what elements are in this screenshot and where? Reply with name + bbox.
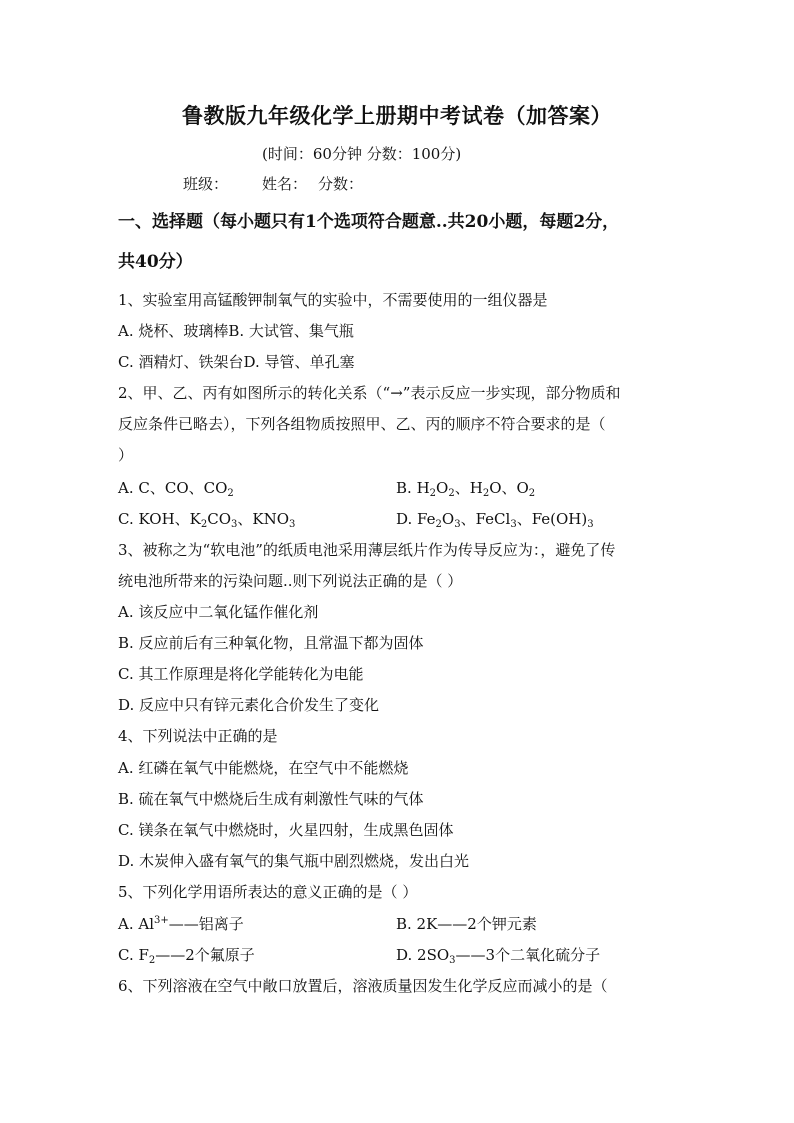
question-3-option-a: A. 该反应中二氧化锰作催化剂	[118, 603, 319, 621]
question-2-option-c: C. KOH、$K_2CO_3$、$KNO_3$	[118, 510, 296, 530]
question-2-stem-line3: ）	[118, 446, 134, 464]
question-5-option-d: D. $2SO_3——3$个二氧化硫分子	[396, 946, 601, 966]
question-2-option-b: B. $H_2O_2$、$H_2O$、$O_2$	[396, 479, 536, 499]
name-label: 姓名：	[262, 175, 308, 193]
question-3-stem-line1: 3、被称之为“软电池”的纸质电池采用薄层纸片作为传导反应为：，避免了传	[118, 541, 616, 559]
question-2-option-d: D. $Fe_2O_3$、FeCl$_3$、$Fe(OH)_3$	[396, 510, 594, 530]
question-5-option-a: A. $Al^{3+}——$铝离子	[118, 915, 244, 933]
question-6-stem: 6、下列溶液在空气中敞口放置后，溶液质量因发生化学反应而减小的是（	[118, 977, 608, 995]
question-2-stem-line2: 反应条件已略去），下列各组物质按照甲、乙、丙的顺序不符合要求的是（	[118, 415, 606, 433]
question-5-stem: 5、下列化学用语所表达的意义正确的是（ ）	[118, 883, 418, 901]
question-3-option-b: B. 反应前后有三种氧化物，且常温下都为固体	[118, 634, 424, 652]
question-3-option-c: C. 其工作原理是将化学能转化为电能	[118, 665, 364, 683]
question-4-stem: 4、下列说法中正确的是	[118, 727, 278, 745]
question-2-stem-line1: 2、甲、乙、丙有如图所示的转化关系（“→”表示反应一步实现，部分物质和	[118, 384, 621, 402]
question-4-option-b: B. 硫在氧气中燃烧后生成有刺激性气味的气体	[118, 790, 424, 808]
class-label: 班级：	[183, 175, 229, 193]
exam-title: 鲁教版九年级化学上册期中考试卷（加答案）	[182, 103, 612, 128]
question-1-options-ab: A. 烧杯、玻璃棒B. 大试管、集气瓶	[118, 322, 354, 340]
section-heading-line1: 一、选择题（每小题只有1个选项符合题意..共20小题，每题2分，	[118, 212, 620, 232]
question-4-option-d: D. 木炭伸入盛有氧气的集气瓶中剧烈燃烧，发出白光	[118, 852, 470, 870]
question-4-option-a: A. 红磷在氧气中能燃烧，在空气中不能燃烧	[118, 759, 409, 777]
question-3-option-d: D. 反应中只有锌元素化合价发生了变化	[118, 696, 380, 714]
section-heading-line2: 共40分）	[118, 252, 193, 272]
question-5-option-c: C. $F_2——2$个氟原子	[118, 946, 255, 966]
question-5-option-b: B. 2K——2个钾元素	[396, 915, 537, 933]
question-1-stem: 1、实验室用高锰酸钾制氧气的实验中，不需要使用的一组仪器是	[118, 291, 548, 309]
question-3-stem-line2: 统电池所带来的污染问题..则下列说法正确的是（ ）	[118, 572, 463, 590]
question-1-options-cd: C. 酒精灯、铁架台D. 导管、单孔塞	[118, 353, 355, 371]
time-score-info: (时间：60分钟 分数：100分)	[262, 145, 462, 163]
question-4-option-c: C. 镁条在氧气中燃烧时，火星四射，生成黑色固体	[118, 821, 454, 839]
question-2-option-a: A. C、CO、$CO_2$	[118, 479, 234, 499]
score-label: 分数：	[318, 175, 364, 193]
